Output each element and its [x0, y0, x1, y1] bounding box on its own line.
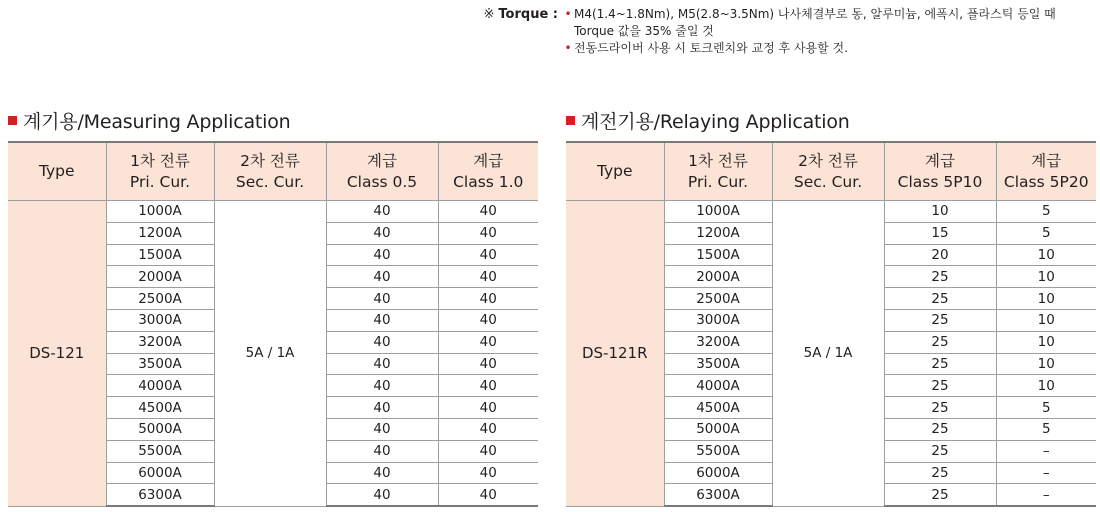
class-value-cell: 40: [438, 353, 538, 375]
table-row: [8, 201, 538, 223]
class-value-cell: 25: [884, 440, 996, 462]
primary-current-cell: 1500A: [106, 244, 214, 266]
primary-current-cell: 2500A: [664, 288, 772, 310]
header-row: [8, 142, 538, 201]
class-value-cell: 40: [438, 244, 538, 266]
bullet-icon: •: [564, 7, 572, 21]
class-value-cell: 40: [326, 222, 438, 244]
class-value-cell: 40: [438, 440, 538, 462]
reference-mark: ※: [483, 7, 495, 22]
measuring-section-title: [8, 107, 291, 134]
class-value-cell: –: [996, 462, 1096, 484]
column-header: [664, 142, 772, 201]
class-value-cell: 10: [996, 331, 1096, 353]
primary-current-cell: 4000A: [106, 375, 214, 397]
measuring-table-header: [8, 142, 538, 201]
primary-current-cell: 1000A: [664, 201, 772, 223]
primary-current-cell: 3500A: [106, 353, 214, 375]
class-value-cell: 40: [438, 484, 538, 506]
primary-current-cell: 5000A: [106, 418, 214, 440]
note-item-1: [562, 6, 1056, 23]
class-value-cell: 40: [326, 353, 438, 375]
measuring-table-body: [8, 201, 538, 507]
class-value-cell: 40: [438, 309, 538, 331]
primary-current-cell: 3000A: [664, 309, 772, 331]
primary-current-cell: 3200A: [664, 331, 772, 353]
torque-note: [450, 6, 1056, 57]
primary-current-cell: 3000A: [106, 309, 214, 331]
primary-current-cell: 6000A: [664, 462, 772, 484]
type-cell: DS-121R: [566, 201, 664, 507]
class-value-cell: 10: [996, 309, 1096, 331]
class-value-cell: 40: [326, 266, 438, 288]
class-value-cell: 40: [438, 397, 538, 419]
class-value-cell: 40: [438, 418, 538, 440]
class-value-cell: 5: [996, 201, 1096, 223]
class-value-cell: 40: [438, 375, 538, 397]
column-header-line: 계급: [473, 151, 504, 170]
column-header: [106, 142, 214, 201]
torque-label-text: Torque :: [498, 7, 558, 22]
primary-current-cell: 4500A: [106, 397, 214, 419]
column-header-line: 계급: [1031, 151, 1062, 170]
primary-current-cell: 3500A: [664, 353, 772, 375]
class-value-cell: 15: [884, 222, 996, 244]
secondary-current-cell: 5A / 1A: [772, 201, 884, 507]
column-header-line: Class 0.5: [346, 172, 418, 191]
class-value-cell: 25: [884, 266, 996, 288]
class-value-cell: 40: [326, 331, 438, 353]
column-header-line: 1차 전류: [688, 151, 748, 170]
note-item-2: [562, 40, 1056, 57]
primary-current-cell: 1000A: [106, 201, 214, 223]
primary-current-cell: 5500A: [106, 440, 214, 462]
note-item-2-text: 전동드라이버 사용 시 토크렌치와 교정 후 사용할 것.: [574, 41, 848, 55]
class-value-cell: 40: [438, 201, 538, 223]
class-value-cell: 25: [884, 309, 996, 331]
class-value-cell: 10: [996, 353, 1096, 375]
class-value-cell: 40: [438, 266, 538, 288]
column-header-line: Pri. Cur.: [129, 172, 191, 191]
relaying-table: [566, 141, 1096, 507]
class-value-cell: 40: [326, 201, 438, 223]
column-header: [8, 142, 106, 201]
red-square-icon: [566, 116, 575, 125]
column-header-line: 2차 전류: [240, 151, 300, 170]
class-value-cell: 40: [326, 309, 438, 331]
column-header: [438, 142, 538, 201]
primary-current-cell: 2500A: [106, 288, 214, 310]
class-value-cell: 20: [884, 244, 996, 266]
class-value-cell: 40: [438, 288, 538, 310]
class-value-cell: 40: [326, 244, 438, 266]
secondary-current-cell: 5A / 1A: [214, 201, 326, 507]
primary-current-cell: 6300A: [664, 484, 772, 506]
class-value-cell: 25: [884, 484, 996, 506]
column-header-line: Sec. Cur.: [793, 172, 863, 191]
class-value-cell: 40: [326, 440, 438, 462]
header-row: [566, 142, 1096, 201]
column-header-line: Class 5P20: [1003, 172, 1089, 191]
primary-current-cell: 2000A: [664, 266, 772, 288]
class-value-cell: 40: [438, 222, 538, 244]
class-value-cell: 10: [996, 244, 1096, 266]
relaying-section-title: [566, 107, 850, 134]
class-value-cell: 25: [884, 462, 996, 484]
primary-current-cell: 1200A: [106, 222, 214, 244]
primary-current-cell: 1500A: [664, 244, 772, 266]
class-value-cell: 5: [996, 418, 1096, 440]
primary-current-cell: 3200A: [106, 331, 214, 353]
relaying-table-header: [566, 142, 1096, 201]
class-value-cell: 10: [996, 375, 1096, 397]
primary-current-cell: 4000A: [664, 375, 772, 397]
column-header: [772, 142, 884, 201]
class-value-cell: –: [996, 484, 1096, 506]
class-value-cell: 5: [996, 397, 1096, 419]
measuring-table: [8, 141, 538, 507]
note-item-1-text: M4(1.4~1.8Nm), M5(2.8~3.5Nm) 나사체결부로 동, 알루미늄, 에폭시, 플라스틱 등일 때: [574, 7, 1056, 21]
class-value-cell: 25: [884, 288, 996, 310]
class-value-cell: 25: [884, 375, 996, 397]
table-row: [566, 201, 1096, 223]
torque-label: [450, 6, 562, 57]
column-header-line: Type: [596, 162, 633, 180]
column-header-line: 계급: [367, 151, 397, 170]
class-value-cell: 40: [438, 462, 538, 484]
class-value-cell: 5: [996, 222, 1096, 244]
column-header-line: 2차 전류: [798, 151, 858, 170]
class-value-cell: 40: [326, 288, 438, 310]
primary-current-cell: 2000A: [106, 266, 214, 288]
class-value-cell: 40: [326, 484, 438, 506]
column-header: [326, 142, 438, 201]
primary-current-cell: 1200A: [664, 222, 772, 244]
class-value-cell: 25: [884, 418, 996, 440]
column-header-line: Class 1.0: [453, 172, 524, 191]
primary-current-cell: 6000A: [106, 462, 214, 484]
column-header: [214, 142, 326, 201]
column-header-line: Pri. Cur.: [687, 172, 749, 191]
column-header-line: 계급: [925, 151, 955, 170]
note-item-1-continued: Torque 값을 35% 줄일 것: [574, 24, 714, 38]
primary-current-cell: 6300A: [106, 484, 214, 506]
class-value-cell: 25: [884, 397, 996, 419]
primary-current-cell: 4500A: [664, 397, 772, 419]
class-value-cell: 40: [438, 331, 538, 353]
relaying-title-text: 계전기용/Relaying Application: [581, 111, 850, 133]
class-value-cell: 25: [884, 331, 996, 353]
column-header-line: Sec. Cur.: [235, 172, 305, 191]
column-header: [996, 142, 1096, 201]
class-value-cell: 40: [326, 397, 438, 419]
primary-current-cell: 5000A: [664, 418, 772, 440]
column-header: [884, 142, 996, 201]
column-header-line: Type: [38, 162, 75, 180]
class-value-cell: 25: [884, 353, 996, 375]
bullet-icon: •: [564, 41, 572, 55]
class-value-cell: 40: [326, 462, 438, 484]
column-header-line: 1차 전류: [130, 151, 190, 170]
red-square-icon: [8, 116, 17, 125]
class-value-cell: 40: [326, 375, 438, 397]
class-value-cell: –: [996, 440, 1096, 462]
class-value-cell: 40: [326, 418, 438, 440]
class-value-cell: 10: [996, 288, 1096, 310]
primary-current-cell: 5500A: [664, 440, 772, 462]
measuring-title-text: 계기용/Measuring Application: [23, 111, 291, 133]
class-value-cell: 10: [996, 266, 1096, 288]
column-header-line: Class 5P10: [897, 172, 983, 191]
class-value-cell: 10: [884, 201, 996, 223]
type-cell: DS-121: [8, 201, 106, 507]
column-header: [566, 142, 664, 201]
relaying-table-body: [566, 201, 1096, 507]
